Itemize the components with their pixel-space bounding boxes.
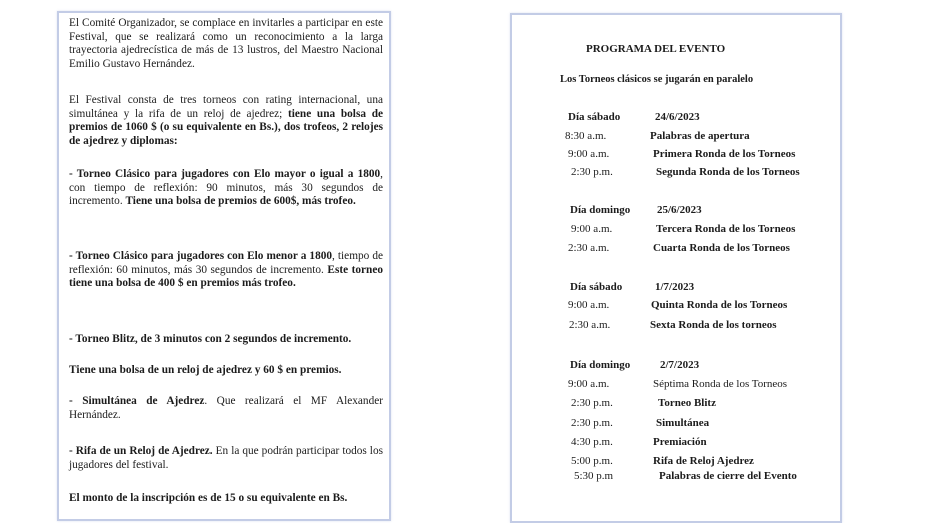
festival-prizes: tiene una bolsa de premios de 1060 $ (o su equivalente en Bs.), dos trofeos, 2 relojes de ajedrez y diplomas: bbox=[69, 107, 384, 148]
classic-low-paragraph bbox=[69, 250, 383, 291]
festival-paragraph bbox=[69, 94, 383, 149]
intro-text: El Comité Organizador, se complace en invitarles a participar en este Festival, que se realizará como un reconocimiento a la larga trayectoria ajedrecística de más de 13 lustros, del Maestro Nacional Emilio Gustavo Hernández. bbox=[69, 17, 383, 71]
blitz-prize: Tiene una bolsa de un reloj de ajedrez y 60 $ en premios. bbox=[69, 364, 342, 376]
inscripcion-paragraph bbox=[69, 492, 383, 506]
schedule-time: 9:00 a.m. bbox=[571, 223, 613, 235]
schedule-time: 8:30 a.m. bbox=[565, 130, 607, 142]
classic-high-paragraph bbox=[69, 168, 383, 209]
festival-text: El Festival consta de tres torneos con rating internacional, una simultánea y la rifa de un reloj de ajedrez; bbox=[69, 94, 383, 120]
schedule-event: Séptima Ronda de los Torneos bbox=[653, 378, 788, 390]
day-label: Día sábado bbox=[568, 111, 621, 123]
rifa-text: En la que podrán participar todos los jugadores del festival. bbox=[69, 445, 383, 471]
schedule-time: 2:30 a.m. bbox=[569, 319, 611, 331]
schedule-event: Tercera Ronda de los Torneos bbox=[656, 223, 796, 235]
rifa-title: - Rifa de un Reloj de Ajedrez. bbox=[69, 445, 213, 457]
day-label: Día domingo bbox=[570, 204, 631, 216]
schedule-time: 9:00 a.m. bbox=[568, 148, 610, 160]
simul-paragraph bbox=[69, 395, 383, 422]
schedule-time: 2:30 a.m. bbox=[568, 242, 610, 254]
blitz-title: - Torneo Blitz, de 3 minutos con 2 segundos de incremento. bbox=[69, 333, 352, 345]
simul-text: . Que realizará el MF Alexander Hernández. bbox=[69, 395, 383, 421]
blitz-paragraph bbox=[69, 333, 383, 347]
classic-low-text: , tiempo de reflexión: 60 minutos, más 30 segundos de incremento. bbox=[69, 250, 383, 276]
day-label: Día domingo bbox=[570, 359, 631, 371]
schedule-event: Simultánea bbox=[656, 417, 710, 429]
day-label: Día sábado bbox=[570, 281, 623, 293]
schedule-event: Cuarta Ronda de los Torneos bbox=[653, 242, 790, 254]
blitz-prize-paragraph bbox=[69, 364, 383, 378]
schedule-time: 2:30 p.m. bbox=[571, 397, 613, 409]
day-date: 24/6/2023 bbox=[655, 111, 700, 123]
schedule-event: Sexta Ronda de los torneos bbox=[650, 319, 777, 331]
schedule-time: 2:30 p.m. bbox=[571, 166, 613, 178]
schedule-time: 5:00 p.m. bbox=[571, 455, 613, 467]
schedule-event: Segunda Ronda de los Torneos bbox=[656, 166, 800, 178]
schedule-event: Rifa de Reloj Ajedrez bbox=[653, 455, 754, 467]
schedule-time: 9:00 a.m. bbox=[568, 299, 610, 311]
program-subtitle: Los Torneos clásicos se jugarán en paralelo bbox=[560, 74, 754, 85]
classic-low-title: - Torneo Clásico para jugadores con Elo menor a 1800 bbox=[69, 250, 333, 262]
simul-title: - Simultánea de Ajedrez bbox=[69, 395, 205, 407]
schedule-time: 5:30 p.m bbox=[574, 470, 614, 482]
day-date: 2/7/2023 bbox=[660, 359, 700, 371]
schedule-time: 9:00 a.m. bbox=[568, 378, 610, 390]
schedule-event: Palabras de cierre del Evento bbox=[659, 470, 797, 482]
program-title: PROGRAMA DEL EVENTO bbox=[586, 43, 726, 55]
schedule-event: Torneo Blitz bbox=[658, 397, 716, 409]
inscripcion-text: El monto de la inscripción es de 15 o su equivalente en Bs. bbox=[69, 492, 348, 504]
day-date: 1/7/2023 bbox=[655, 281, 695, 293]
left-page bbox=[57, 11, 391, 521]
schedule-time: 2:30 p.m. bbox=[571, 417, 613, 429]
intro-paragraph bbox=[69, 17, 383, 72]
classic-high-text: , con tiempo de reflexión: 90 minutos, más 30 segundos de incremento. bbox=[69, 168, 383, 208]
schedule-time: 4:30 p.m. bbox=[571, 436, 613, 448]
classic-high-title: - Torneo Clásico para jugadores con Elo mayor o igual a 1800 bbox=[69, 168, 381, 180]
rifa-paragraph bbox=[69, 445, 383, 472]
schedule-event: Quinta Ronda de los Torneos bbox=[651, 299, 788, 311]
classic-low-prize: Este torneo tiene una bolsa de 400 $ en premios más trofeo. bbox=[69, 263, 383, 290]
schedule-event: Palabras de apertura bbox=[650, 130, 750, 142]
right-page bbox=[510, 13, 842, 523]
schedule-event: Primera Ronda de los Torneos bbox=[653, 148, 796, 160]
classic-high-prize: Tiene una bolsa de premios de 600$, más trofeo. bbox=[125, 195, 356, 208]
schedule-event: Premiación bbox=[653, 436, 707, 448]
day-date: 25/6/2023 bbox=[657, 204, 702, 216]
